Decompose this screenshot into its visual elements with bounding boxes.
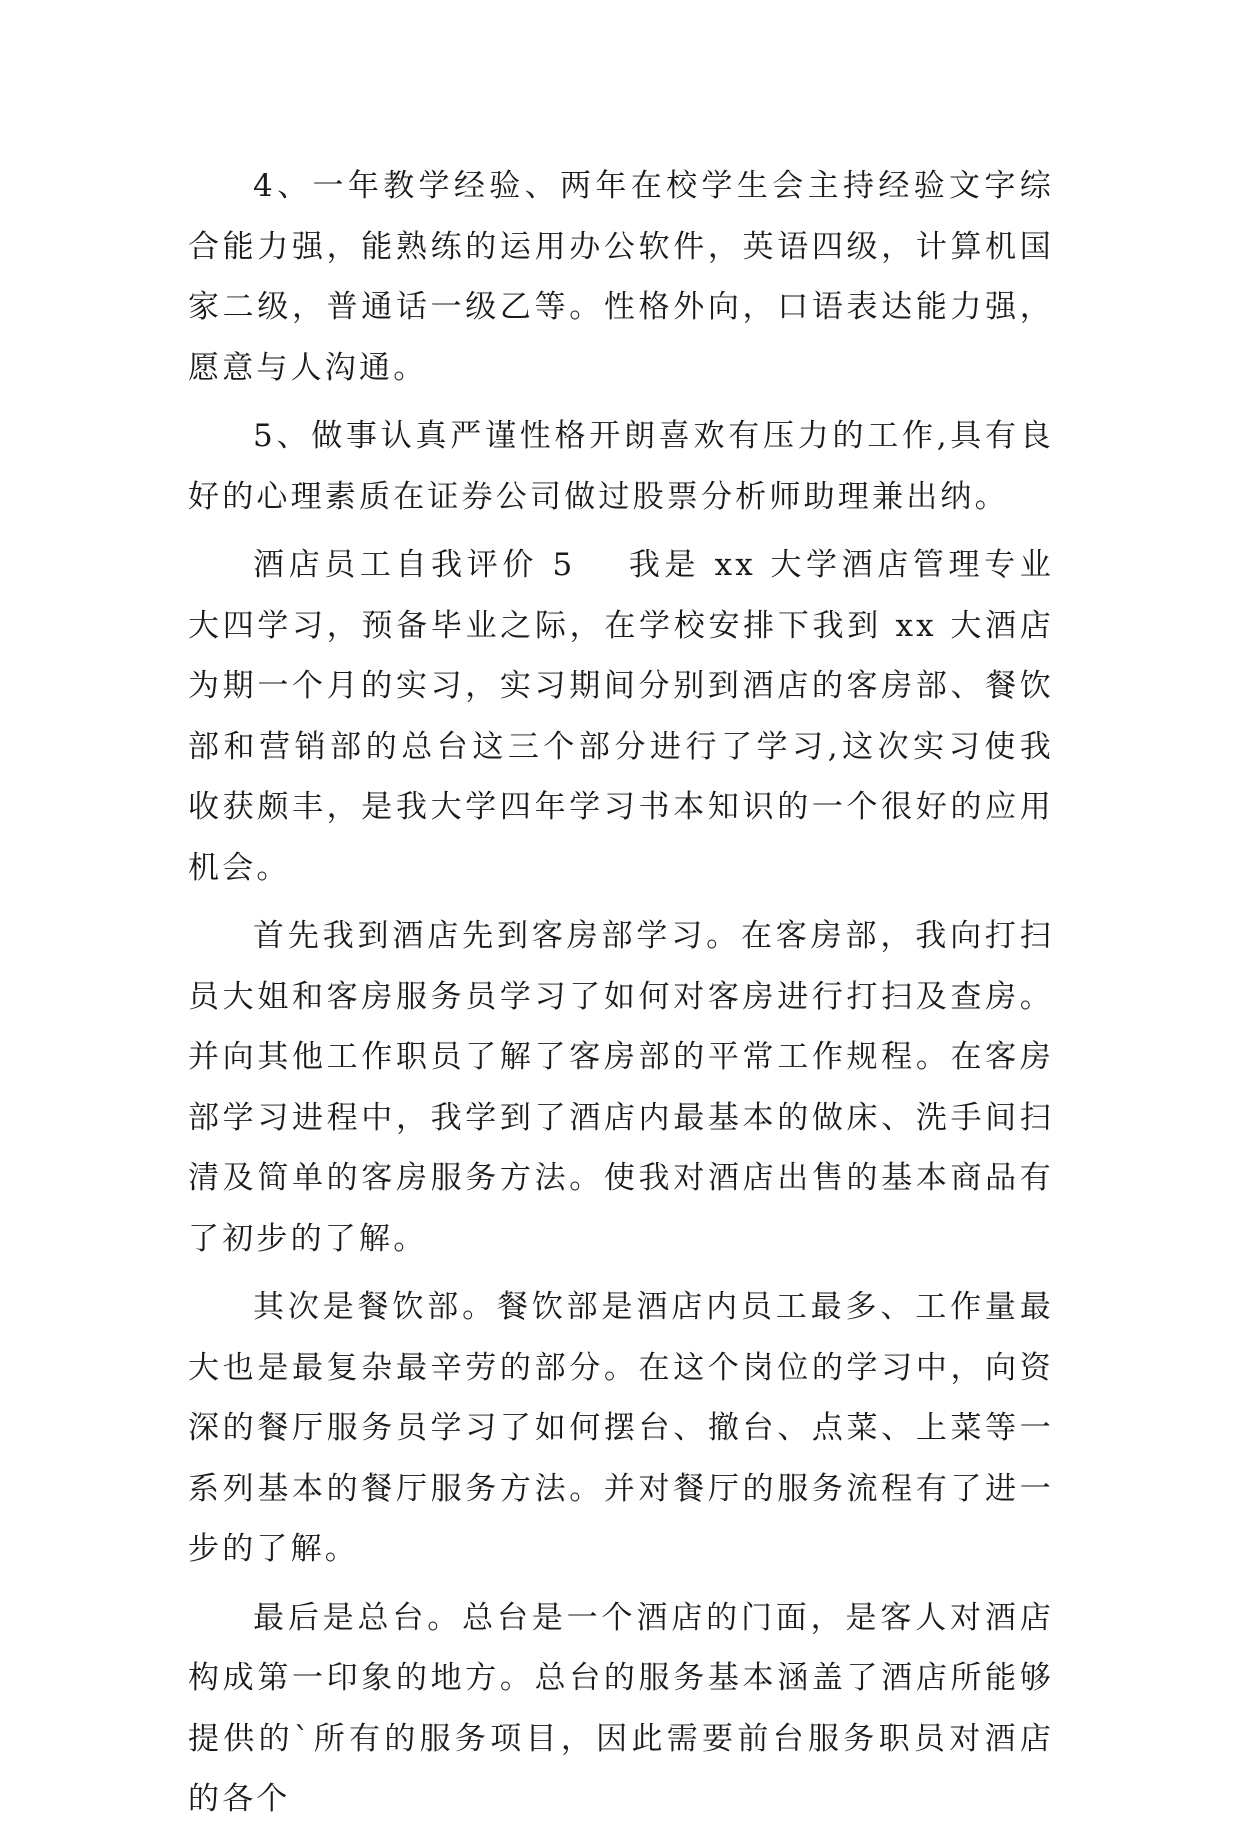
paragraph-housekeeping: 首先我到酒店先到客房部学习。在客房部，我向打扫员大姐和客房服务员学习了如何对客房进行打扫及查房。并向其他工作职员了解了客房部的平常工作规程。在客房部学习进程中，我学到了酒店内最基本的做床、洗手间扫清及简单的客房服务方法。使我对酒店出售的基本商品有了初步的了解。 [188,918,1054,1257]
paragraph-front-desk: 最后是总台。总台是一个酒店的门面，是客人对酒店构成第一印象的地方。总台的服务基本涵盖了酒店所能够提供的`所有的服务项目，因此需要前台服务职员对酒店的各个 [188,1599,1054,1817]
section-intro-text: 我是 xx 大学酒店管理专业大四学习，预备毕业之际，在学校安排下我到 xx 大酒店为期一个月的实习，实习期间分别到酒店的客房部、餐饮部和营销部的总台这三个部分进行了学习,这次实习使我收获颇丰，是我大学四年学习书本知识的一个很好的应用机会。 [188,547,1055,886]
section-heading: 酒店员工自我评价 5 [253,547,576,583]
paragraph-food-beverage: 其次是餐饮部。餐饮部是酒店内员工最多、工作量最大也是最复杂最辛劳的部分。在这个岗位的学习中，向资深的餐厅服务员学习了如何摆台、撤台、点菜、上菜等一系列基本的餐厅服务方法。并对餐厅的服务流程有了进一步的了解。 [188,1289,1054,1567]
paragraph-skills: 4、一年教学经验、两年在校学生会主持经验文字综合能力强，能熟练的运用办公软件，英语四级，计算机国家二级，普通话一级乙等。性格外向，口语表达能力强，愿意与人沟通。 [188,168,1054,386]
document-page [188,0,1055,1817]
paragraph-personality: 5、做事认真严谨性格开朗喜欢有压力的工作,具有良好的心理素质在证券公司做过股票分析师助理兼出纳。 [188,418,1054,515]
paragraph-section-intro [188,535,1054,898]
